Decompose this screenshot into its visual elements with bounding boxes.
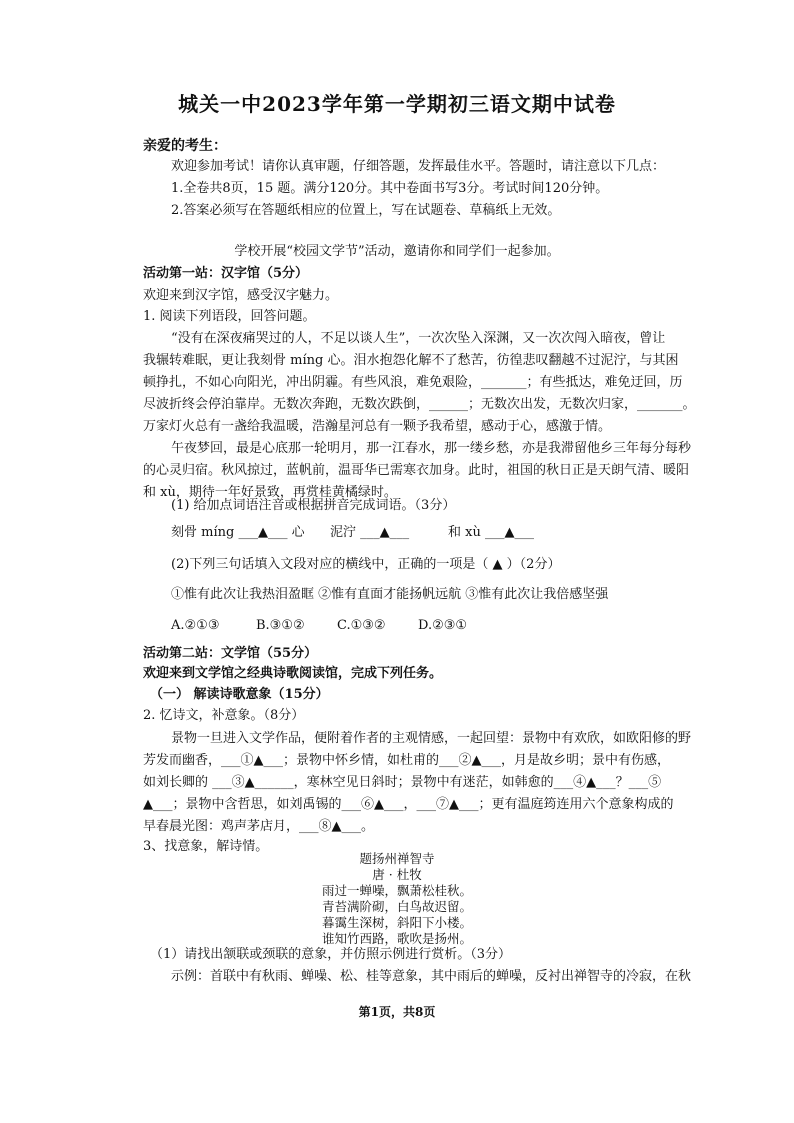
option-b[interactable]: B.③①② (256, 618, 305, 633)
poem-author: 唐 · 杜牧 (372, 867, 422, 882)
subquestion-2: (2)下列三句话填入文段对应的横线中，正确的一项是（ ▲ ）（2分） (171, 557, 561, 572)
q3-subquestion-1: （1）请找出颔联或颈联的意象，并仿照示例进行赏析。（3分） (150, 947, 512, 962)
sentence-choices: ①惟有此次让我热泪盈眶 ②惟有直面才能扬帆远航 ③惟有此次让我倍感坚强 (171, 587, 609, 602)
passage-line: 和 xù，期待一年好景致，再赏桂黄橘绿时。 (143, 485, 397, 500)
station1-welcome: 欢迎来到汉字馆，感受汉字魅力。 (143, 288, 339, 303)
page-footer: 第1页，共8页 (358, 1005, 436, 1019)
passage-line: 我辗转难眠，更让我刻骨 míng 心。泪水抱怨化解不了愁苦，彷徨悲叹翻越不过泥泞，与其困 (143, 353, 679, 368)
greeting: 亲爱的考生： (143, 138, 227, 154)
q2-text-line: ▲___；景物中含哲思，如刘禹锡的___⑥▲___，___⑦▲___；更有温庭筠连用六个意象构成的 (143, 797, 674, 812)
poem-line: 暮霭生深树，斜阳下小楼。 (321, 915, 472, 930)
page-title: 城关一中2023学年第一学期初三语文期中试卷 (178, 92, 616, 116)
question-2: 2. 忆诗文，补意象。（8分） (143, 708, 305, 723)
note-line: 1.全卷共8页，15 题。满分120分。其中卷面书写3分。考试时间120分钟。 (171, 181, 609, 196)
option-a[interactable]: A.②①③ (171, 618, 220, 633)
question-1: 1. 阅读下列语段，回答问题。 (143, 309, 316, 324)
answer-blank-2[interactable]: 泥泞 ___▲___ (330, 525, 410, 540)
poem-line: 雨过一蝉噪，飘萧松桂秋。 (321, 883, 472, 898)
note-line: 2.答案必须写在答题纸相应的位置上，写在试题卷、草稿纸上无效。 (171, 203, 561, 218)
question-3: 3、找意象，解诗情。 (143, 839, 269, 854)
option-c[interactable]: C.①③② (337, 618, 386, 633)
answer-blank-1[interactable]: 刻骨 míng ___▲___ 心 (171, 525, 305, 540)
station2-heading: 活动第二站：文学馆（55分） (143, 646, 318, 661)
passage-line: “没有在深夜痛哭过的人，不足以谈人生”，一次次坠入深渊，又一次次闯入暗夜，曾让 (171, 331, 666, 346)
station1-heading: 活动第一站：汉字馆（5分） (143, 266, 309, 281)
station2-welcome: 欢迎来到文学馆之经典诗歌阅读馆，完成下列任务。 (143, 666, 443, 681)
poem-line: 青苔满阶砌，白鸟故迟留。 (321, 899, 472, 914)
example-text: 示例：首联中有秋雨、蝉噪、松、桂等意象，其中雨后的蝉噪，反衬出禅智寺的冷寂，在秋 (171, 969, 692, 984)
subquestion-1: (1) 给加点词语注音或根据拼音完成词语。（3分） (171, 498, 456, 513)
poem-line: 谁知竹西路，歌吹是扬州。 (321, 931, 472, 946)
intro-text: 学校开展“校园文学节”活动，邀请你和同学们一起参加。 (234, 244, 560, 259)
passage-line: 万家灯火总有一盏给我温暖，浩瀚星河总有一颗予我希望，感动于心，感激于情。 (143, 419, 612, 434)
note-line: 欢迎参加考试！请你认真审题，仔细答题，发挥最佳水平。答题时，请注意以下几点： (171, 159, 666, 174)
q2-text-line: 如刘长卿的 ___③▲______，寒林空见日斜时；景物中有迷茫，如韩愈的___④▲___？___⑤ (143, 775, 662, 790)
poem-title: 题扬州禅智寺 (359, 851, 435, 866)
part-1-heading: （一） 解读诗歌意象（15分） (150, 687, 329, 702)
q2-text-line: 早春晨光图：鸡声茅店月，___⑧▲___。 (143, 819, 374, 834)
q2-text-line: 景物一旦进入文学作品，便附着作者的主观情感，一起回望：景物中有欢欣，如欧阳修的野 (171, 731, 692, 746)
q2-text-line: 芳发而幽香，___①▲___；景物中怀乡情，如杜甫的___②▲___，月是故乡明；景中有伤感， (143, 753, 670, 768)
passage-line: 午夜梦回，最是心底那一轮明月，那一江春水，那一缕乡愁，亦是我滞留他乡三年每分每秒 (171, 441, 692, 456)
option-d[interactable]: D.②③① (418, 618, 468, 633)
passage-line: 顿挣扎，不如心向阳光，冲出阴霾。有些风浪，难免艰险，_______；有些抵达，难免迂回，历 (143, 375, 683, 390)
passage-line: 的心灵归宿。秋风掠过，蓝帆前，温哥华已需寒衣加身。此时，祖国的秋日正是天朗气清、暖阳 (143, 463, 690, 478)
answer-blank-3[interactable]: 和 xù ___▲___ (448, 525, 534, 540)
passage-line: 尽波折终会停泊靠岸。无数次奔跑，无数次跌倒，______；无数次出发，无数次归家，_______。 (143, 397, 696, 412)
